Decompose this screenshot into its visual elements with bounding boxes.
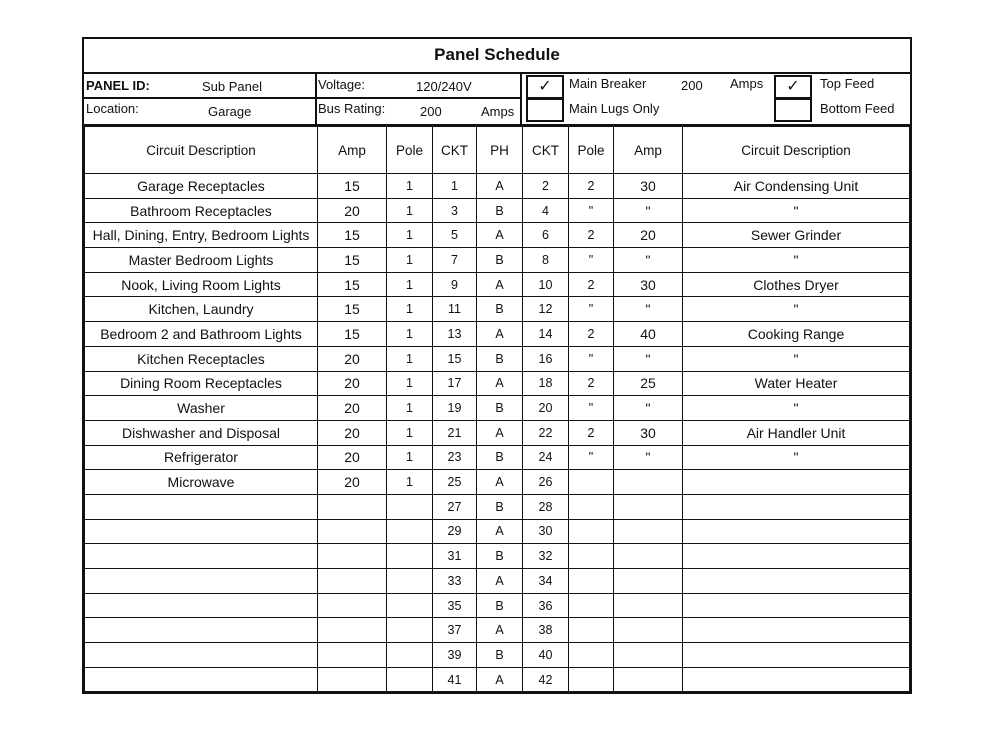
cell-right-description: Clothes Dryer bbox=[683, 272, 910, 297]
cell-right-amp bbox=[614, 470, 683, 495]
cell-right-amp: 40 bbox=[614, 322, 683, 347]
bottom-feed-checkbox[interactable] bbox=[774, 98, 812, 122]
cell-left-ckt: 17 bbox=[433, 371, 477, 396]
cell-right-description bbox=[683, 618, 910, 643]
cell-phase: B bbox=[477, 544, 523, 569]
cell-right-amp bbox=[614, 618, 683, 643]
cell-left-pole bbox=[387, 667, 433, 692]
cell-left-description: Bathroom Receptacles bbox=[85, 198, 318, 223]
cell-left-ckt: 3 bbox=[433, 198, 477, 223]
cell-right-pole bbox=[569, 593, 614, 618]
cell-left-amp: 20 bbox=[318, 396, 387, 421]
panel-info bbox=[84, 74, 910, 126]
cell-right-pole bbox=[569, 667, 614, 692]
cell-left-amp: 15 bbox=[318, 322, 387, 347]
bus-rating-unit: Amps bbox=[481, 104, 515, 119]
cell-left-description bbox=[85, 544, 318, 569]
cell-phase: B bbox=[477, 198, 523, 223]
cell-right-pole: 2 bbox=[569, 420, 614, 445]
cell-left-amp: 20 bbox=[318, 470, 387, 495]
cell-right-pole bbox=[569, 519, 614, 544]
cell-phase: B bbox=[477, 297, 523, 322]
cell-phase: A bbox=[477, 618, 523, 643]
cell-left-description: Kitchen Receptacles bbox=[85, 346, 318, 371]
cell-right-ckt: 2 bbox=[523, 174, 569, 199]
cell-right-amp: " bbox=[614, 445, 683, 470]
header-left-description: Circuit Description bbox=[85, 127, 318, 174]
header-left-amp: Amp bbox=[318, 127, 387, 174]
header-right-ckt: CKT bbox=[523, 127, 569, 174]
cell-right-description bbox=[683, 519, 910, 544]
bus-rating-value: 200 bbox=[420, 104, 442, 119]
cell-left-description: Dishwasher and Disposal bbox=[85, 420, 318, 445]
cell-left-ckt: 9 bbox=[433, 272, 477, 297]
cell-right-description: " bbox=[683, 198, 910, 223]
cell-phase: B bbox=[477, 346, 523, 371]
cell-right-ckt: 32 bbox=[523, 544, 569, 569]
cell-right-pole bbox=[569, 643, 614, 668]
cell-phase: A bbox=[477, 322, 523, 347]
cell-phase: A bbox=[477, 519, 523, 544]
cell-phase: B bbox=[477, 396, 523, 421]
cell-right-pole: " bbox=[569, 346, 614, 371]
cell-left-pole bbox=[387, 643, 433, 668]
cell-right-pole: 2 bbox=[569, 223, 614, 248]
table-row bbox=[85, 643, 910, 668]
cell-right-pole bbox=[569, 618, 614, 643]
cell-right-description: Cooking Range bbox=[683, 322, 910, 347]
main-breaker-checkbox[interactable]: ✓ bbox=[526, 75, 564, 99]
panel-schedule bbox=[82, 37, 912, 694]
cell-right-amp bbox=[614, 569, 683, 594]
cell-right-pole: " bbox=[569, 445, 614, 470]
cell-left-description bbox=[85, 618, 318, 643]
cell-right-ckt: 30 bbox=[523, 519, 569, 544]
cell-left-description: Kitchen, Laundry bbox=[85, 297, 318, 322]
cell-right-pole: " bbox=[569, 198, 614, 223]
cell-left-pole: 1 bbox=[387, 420, 433, 445]
panel-id-label: PANEL ID: bbox=[86, 78, 150, 93]
cell-left-ckt: 11 bbox=[433, 297, 477, 322]
cell-left-amp: 15 bbox=[318, 174, 387, 199]
cell-right-amp: " bbox=[614, 346, 683, 371]
top-feed-checkbox[interactable]: ✓ bbox=[774, 75, 812, 99]
cell-right-description bbox=[683, 470, 910, 495]
cell-right-description: Air Handler Unit bbox=[683, 420, 910, 445]
cell-left-amp bbox=[318, 519, 387, 544]
cell-left-ckt: 25 bbox=[433, 470, 477, 495]
cell-left-ckt: 41 bbox=[433, 667, 477, 692]
cell-left-amp: 15 bbox=[318, 223, 387, 248]
cell-right-description bbox=[683, 494, 910, 519]
cell-right-amp: 30 bbox=[614, 272, 683, 297]
cell-left-description bbox=[85, 643, 318, 668]
cell-right-pole: " bbox=[569, 396, 614, 421]
cell-right-amp bbox=[614, 667, 683, 692]
cell-right-ckt: 6 bbox=[523, 223, 569, 248]
cell-right-ckt: 36 bbox=[523, 593, 569, 618]
cell-left-amp bbox=[318, 544, 387, 569]
cell-phase: A bbox=[477, 371, 523, 396]
table-row bbox=[85, 544, 910, 569]
cell-left-description bbox=[85, 519, 318, 544]
cell-right-ckt: 8 bbox=[523, 248, 569, 273]
cell-phase: A bbox=[477, 667, 523, 692]
cell-left-amp: 15 bbox=[318, 297, 387, 322]
cell-left-ckt: 33 bbox=[433, 569, 477, 594]
cell-left-description bbox=[85, 667, 318, 692]
cell-right-description bbox=[683, 643, 910, 668]
cell-right-ckt: 34 bbox=[523, 569, 569, 594]
table-row bbox=[85, 272, 910, 297]
cell-right-ckt: 18 bbox=[523, 371, 569, 396]
header-right-amp: Amp bbox=[614, 127, 683, 174]
cell-left-pole: 1 bbox=[387, 297, 433, 322]
cell-right-pole bbox=[569, 544, 614, 569]
cell-left-ckt: 29 bbox=[433, 519, 477, 544]
cell-phase: B bbox=[477, 593, 523, 618]
main-breaker-amps: 200 bbox=[681, 78, 703, 93]
cell-right-amp bbox=[614, 544, 683, 569]
table-row bbox=[85, 198, 910, 223]
table-row bbox=[85, 445, 910, 470]
table-row bbox=[85, 396, 910, 421]
cell-left-pole bbox=[387, 544, 433, 569]
cell-right-ckt: 42 bbox=[523, 667, 569, 692]
cell-left-ckt: 15 bbox=[433, 346, 477, 371]
cell-right-ckt: 24 bbox=[523, 445, 569, 470]
cell-right-ckt: 38 bbox=[523, 618, 569, 643]
table-row bbox=[85, 593, 910, 618]
cell-left-pole bbox=[387, 618, 433, 643]
cell-left-description: Washer bbox=[85, 396, 318, 421]
cell-right-amp bbox=[614, 593, 683, 618]
cell-left-amp: 15 bbox=[318, 272, 387, 297]
cell-right-description: Sewer Grinder bbox=[683, 223, 910, 248]
cell-left-pole: 1 bbox=[387, 322, 433, 347]
cell-left-description: Nook, Living Room Lights bbox=[85, 272, 318, 297]
cell-phase: B bbox=[477, 445, 523, 470]
cell-left-ckt: 37 bbox=[433, 618, 477, 643]
cell-left-pole bbox=[387, 569, 433, 594]
cell-right-description: Air Condensing Unit bbox=[683, 174, 910, 199]
cell-left-amp: 20 bbox=[318, 371, 387, 396]
cell-left-ckt: 5 bbox=[433, 223, 477, 248]
cell-left-description bbox=[85, 569, 318, 594]
table-row bbox=[85, 371, 910, 396]
cell-left-description: Refrigerator bbox=[85, 445, 318, 470]
cell-left-amp: 20 bbox=[318, 198, 387, 223]
top-feed-label: Top Feed bbox=[820, 76, 875, 91]
cell-right-ckt: 16 bbox=[523, 346, 569, 371]
cell-right-amp bbox=[614, 519, 683, 544]
cell-right-description: Water Heater bbox=[683, 371, 910, 396]
table-row bbox=[85, 346, 910, 371]
cell-right-pole bbox=[569, 470, 614, 495]
cell-left-pole bbox=[387, 519, 433, 544]
main-lugs-checkbox[interactable] bbox=[526, 98, 564, 122]
cell-left-amp bbox=[318, 618, 387, 643]
cell-phase: A bbox=[477, 470, 523, 495]
cell-phase: A bbox=[477, 174, 523, 199]
cell-right-description bbox=[683, 667, 910, 692]
bottom-feed-label: Bottom Feed bbox=[820, 101, 895, 116]
cell-left-description: Garage Receptacles bbox=[85, 174, 318, 199]
header-left-ckt: CKT bbox=[433, 127, 477, 174]
cell-right-amp: " bbox=[614, 297, 683, 322]
cell-left-pole: 1 bbox=[387, 445, 433, 470]
cell-right-pole: 2 bbox=[569, 174, 614, 199]
cell-left-pole: 1 bbox=[387, 198, 433, 223]
cell-right-description: " bbox=[683, 297, 910, 322]
cell-right-pole: 2 bbox=[569, 272, 614, 297]
cell-left-description: Microwave bbox=[85, 470, 318, 495]
cell-left-pole: 1 bbox=[387, 371, 433, 396]
cell-left-amp: 15 bbox=[318, 248, 387, 273]
cell-right-pole: 2 bbox=[569, 371, 614, 396]
cell-left-amp bbox=[318, 667, 387, 692]
table-row bbox=[85, 667, 910, 692]
cell-left-description: Hall, Dining, Entry, Bedroom Lights bbox=[85, 223, 318, 248]
cell-right-description: " bbox=[683, 248, 910, 273]
table-row bbox=[85, 470, 910, 495]
header-phase: PH bbox=[477, 127, 523, 174]
cell-left-description: Dining Room Receptacles bbox=[85, 371, 318, 396]
table-row bbox=[85, 322, 910, 347]
cell-right-description: " bbox=[683, 346, 910, 371]
main-lugs-label: Main Lugs Only bbox=[569, 101, 660, 116]
cell-left-pole bbox=[387, 593, 433, 618]
divider bbox=[315, 74, 317, 124]
cell-right-pole: " bbox=[569, 248, 614, 273]
cell-right-amp: " bbox=[614, 396, 683, 421]
cell-left-pole: 1 bbox=[387, 248, 433, 273]
cell-left-description: Bedroom 2 and Bathroom Lights bbox=[85, 322, 318, 347]
cell-right-ckt: 22 bbox=[523, 420, 569, 445]
page-title: Panel Schedule bbox=[84, 39, 910, 74]
cell-left-ckt: 27 bbox=[433, 494, 477, 519]
location-value: Garage bbox=[208, 104, 252, 119]
cell-right-amp: 20 bbox=[614, 223, 683, 248]
cell-left-amp: 20 bbox=[318, 346, 387, 371]
table-row bbox=[85, 223, 910, 248]
cell-right-ckt: 4 bbox=[523, 198, 569, 223]
cell-left-pole: 1 bbox=[387, 396, 433, 421]
cell-left-pole: 1 bbox=[387, 272, 433, 297]
cell-left-pole bbox=[387, 494, 433, 519]
cell-left-pole: 1 bbox=[387, 223, 433, 248]
cell-left-ckt: 23 bbox=[433, 445, 477, 470]
table-row bbox=[85, 420, 910, 445]
panel-id-value: Sub Panel bbox=[202, 79, 262, 94]
circuit-table bbox=[84, 126, 910, 692]
header-right-description: Circuit Description bbox=[683, 127, 910, 174]
cell-right-description bbox=[683, 593, 910, 618]
cell-right-ckt: 40 bbox=[523, 643, 569, 668]
cell-left-amp: 20 bbox=[318, 445, 387, 470]
cell-right-amp bbox=[614, 494, 683, 519]
table-row bbox=[85, 297, 910, 322]
cell-right-description: " bbox=[683, 445, 910, 470]
header-left-pole: Pole bbox=[387, 127, 433, 174]
divider bbox=[520, 74, 522, 124]
main-breaker-unit: Amps bbox=[730, 76, 764, 91]
cell-left-description bbox=[85, 593, 318, 618]
voltage-label: Voltage: bbox=[318, 77, 365, 92]
cell-left-ckt: 19 bbox=[433, 396, 477, 421]
cell-left-amp: 20 bbox=[318, 420, 387, 445]
cell-right-ckt: 28 bbox=[523, 494, 569, 519]
cell-left-pole: 1 bbox=[387, 174, 433, 199]
cell-phase: A bbox=[477, 272, 523, 297]
cell-right-ckt: 20 bbox=[523, 396, 569, 421]
table-row bbox=[85, 174, 910, 199]
cell-left-ckt: 1 bbox=[433, 174, 477, 199]
cell-right-amp bbox=[614, 643, 683, 668]
cell-left-pole: 1 bbox=[387, 470, 433, 495]
divider bbox=[84, 97, 522, 99]
cell-right-amp: 25 bbox=[614, 371, 683, 396]
cell-right-pole: " bbox=[569, 297, 614, 322]
cell-left-ckt: 35 bbox=[433, 593, 477, 618]
main-breaker-label: Main Breaker bbox=[569, 76, 647, 91]
cell-right-pole bbox=[569, 494, 614, 519]
cell-left-ckt: 7 bbox=[433, 248, 477, 273]
voltage-value: 120/240V bbox=[416, 79, 472, 94]
cell-right-pole bbox=[569, 569, 614, 594]
cell-phase: A bbox=[477, 223, 523, 248]
cell-left-ckt: 21 bbox=[433, 420, 477, 445]
cell-right-ckt: 10 bbox=[523, 272, 569, 297]
cell-left-description bbox=[85, 494, 318, 519]
cell-left-amp bbox=[318, 593, 387, 618]
cell-left-ckt: 13 bbox=[433, 322, 477, 347]
cell-right-description: " bbox=[683, 396, 910, 421]
cell-right-ckt: 14 bbox=[523, 322, 569, 347]
cell-phase: A bbox=[477, 420, 523, 445]
cell-phase: B bbox=[477, 643, 523, 668]
table-row bbox=[85, 494, 910, 519]
cell-phase: A bbox=[477, 569, 523, 594]
header-right-pole: Pole bbox=[569, 127, 614, 174]
table-row bbox=[85, 569, 910, 594]
cell-right-description bbox=[683, 544, 910, 569]
cell-left-pole: 1 bbox=[387, 346, 433, 371]
cell-left-amp bbox=[318, 569, 387, 594]
header-row bbox=[85, 127, 910, 174]
cell-right-amp: 30 bbox=[614, 420, 683, 445]
cell-right-amp: 30 bbox=[614, 174, 683, 199]
table-row bbox=[85, 519, 910, 544]
cell-left-ckt: 39 bbox=[433, 643, 477, 668]
cell-right-amp: " bbox=[614, 198, 683, 223]
bus-rating-label: Bus Rating: bbox=[318, 101, 386, 116]
cell-left-amp bbox=[318, 643, 387, 668]
location-label: Location: bbox=[86, 101, 139, 116]
cell-right-description bbox=[683, 569, 910, 594]
cell-left-ckt: 31 bbox=[433, 544, 477, 569]
cell-right-pole: 2 bbox=[569, 322, 614, 347]
cell-left-description: Master Bedroom Lights bbox=[85, 248, 318, 273]
cell-right-ckt: 12 bbox=[523, 297, 569, 322]
cell-right-ckt: 26 bbox=[523, 470, 569, 495]
cell-right-amp: " bbox=[614, 248, 683, 273]
cell-phase: B bbox=[477, 248, 523, 273]
cell-left-amp bbox=[318, 494, 387, 519]
cell-phase: B bbox=[477, 494, 523, 519]
table-row bbox=[85, 248, 910, 273]
table-row bbox=[85, 618, 910, 643]
